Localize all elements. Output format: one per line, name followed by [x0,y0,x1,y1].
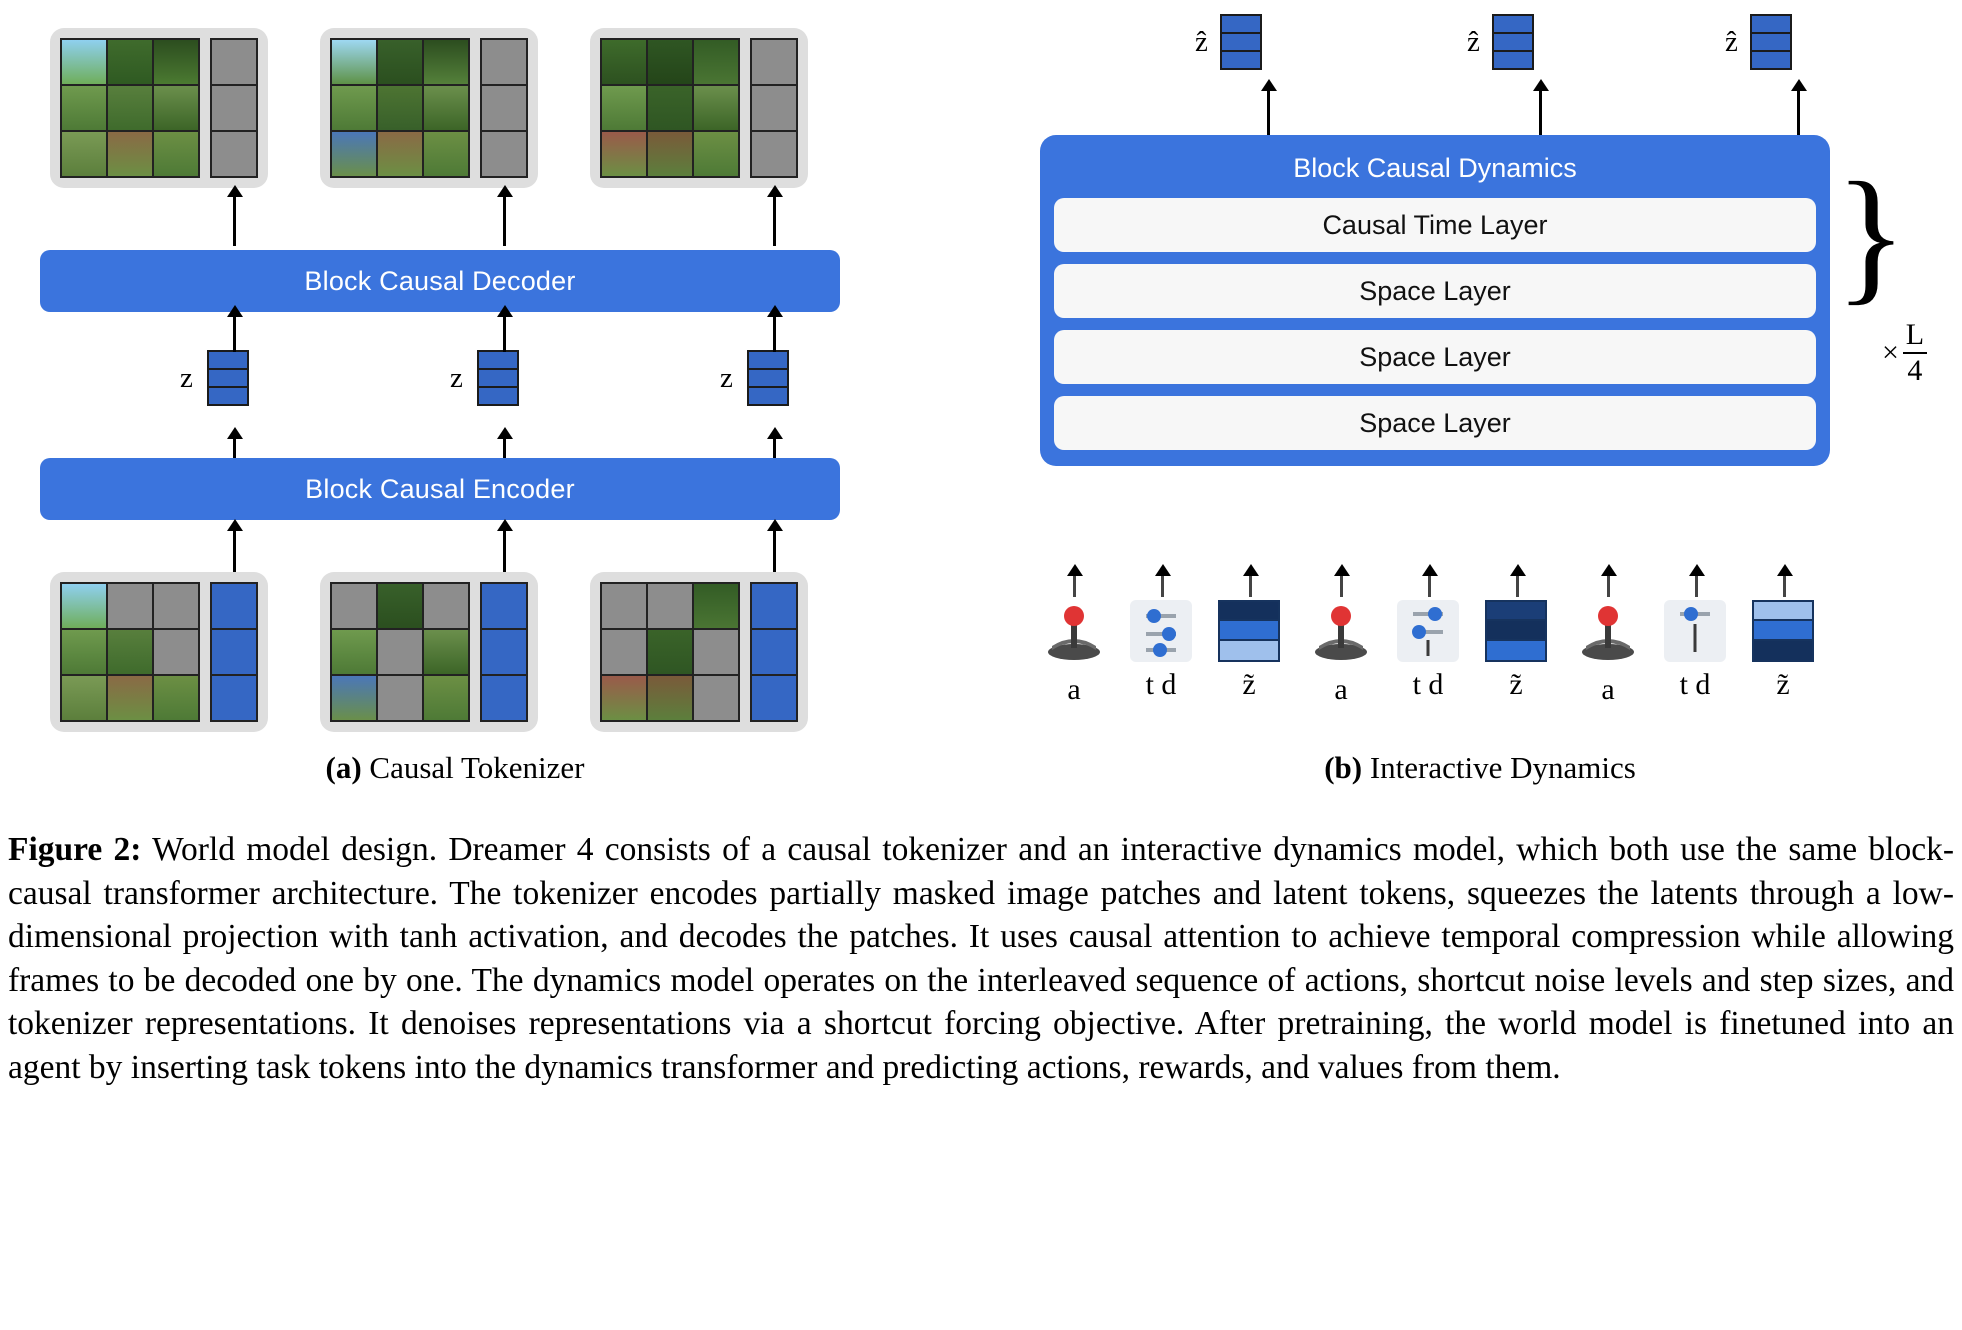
latent-label-1: z [180,361,193,394]
repeat-symbol: × [1882,336,1899,369]
token [752,584,796,628]
latent-group-1 [180,350,249,406]
token-label: t d [1679,668,1711,701]
figure-caption-label: Figure 2: [8,831,142,868]
patch [602,86,646,130]
layer-space-2 [1054,330,1816,384]
dynamics-title: Block Causal Dynamics [1293,153,1577,183]
patch-masked [602,630,646,674]
patch [332,630,376,674]
arrow-latent-1-to-decoder [233,316,236,352]
block-causal-dynamics [1040,135,1830,466]
output-token-column-2 [480,38,528,178]
output-token-column-1 [210,38,258,178]
latent-label-3: z [720,361,733,394]
patch [424,40,468,84]
patch [378,132,422,176]
repeat-count [1882,320,1927,386]
token [752,86,796,130]
token [212,132,256,176]
patch-masked [154,630,198,674]
panel-causal-tokenizer [30,10,880,785]
token [212,676,256,720]
patch [154,676,198,720]
latent-token-icon [1752,600,1814,662]
arrow-decoder-to-frame-2 [503,196,506,246]
arrow-latent-2-to-decoder [503,316,506,352]
token [752,40,796,84]
patch [424,630,468,674]
output-patch-grid-2 [330,38,470,178]
patch-masked [694,630,738,674]
stem [1516,575,1519,597]
input-patch-grid-2 [330,582,470,722]
patch [424,132,468,176]
token-label: a [1601,673,1615,706]
token [212,630,256,674]
repeat-brace: } [1835,152,1907,318]
input-frame-card-1 [50,572,268,732]
panel-a-caption [30,750,880,786]
token-latent-2 [1485,600,1547,702]
layer-causal-time [1054,198,1816,252]
patch-masked [378,630,422,674]
patch [332,40,376,84]
token-action-1 [1042,600,1106,707]
patch [648,132,692,176]
output-frame-card-1 [50,28,268,188]
patch [62,584,106,628]
token-noise-3 [1664,600,1726,702]
token-latent-3 [1752,600,1814,702]
token [482,584,526,628]
patch [602,132,646,176]
joystick-icon [1309,600,1373,662]
zhat-group-2 [1467,14,1534,70]
output-token-column-3 [750,38,798,178]
token-label: z̃ [1509,668,1523,701]
token [212,86,256,130]
patch-masked [648,584,692,628]
patch [154,86,198,130]
patch [62,132,106,176]
repeat-numerator: L [1905,318,1925,351]
layer-label: Space Layer [1359,275,1511,306]
input-token-column-1 [210,582,258,722]
patch-masked [154,584,198,628]
block-causal-decoder-bar [40,250,840,312]
token [482,40,526,84]
zhat-label-1: ẑ [1195,25,1208,58]
patch [108,676,152,720]
repeat-fraction [1903,320,1927,386]
token-label: z̃ [1242,668,1256,701]
slider-icon [1664,600,1726,662]
latent-token-icon [1485,600,1547,662]
stem [1428,575,1431,597]
patch-masked [424,584,468,628]
patch [648,40,692,84]
patch [424,676,468,720]
zhat-group-1 [1195,14,1262,70]
patch [694,40,738,84]
patch [332,676,376,720]
patch [694,132,738,176]
panel-interactive-dynamics [1020,0,1940,790]
output-patch-grid-3 [600,38,740,178]
layer-space-3 [1054,396,1816,450]
input-token-column-2 [480,582,528,722]
input-patch-grid-3 [600,582,740,722]
patch [602,676,646,720]
patch [62,86,106,130]
decoder-label: Block Causal Decoder [304,265,576,296]
output-frame-card-2 [320,28,538,188]
token [482,676,526,720]
token-noise-2 [1397,600,1459,702]
zhat-token-1 [1220,14,1262,70]
patch [378,40,422,84]
stem [1161,575,1164,597]
zhat-label-2: ẑ [1467,25,1480,58]
token-noise-1 [1130,600,1192,702]
zhat-token-2 [1492,14,1534,70]
patch [62,40,106,84]
figure-caption-text: World model design. Dreamer 4 consists of a causal tokenizer and an interactive dynamics model, which both use the same block-causal transformer architecture. The tokenizer encodes partially masked image patches and latent tokens, squeezes the latents through a low-dimensional projection with tanh activation, and decodes the patches. It uses causal attention to achieve temporal compression while allowing frames to be decoded one by one. The dynamics model operates on the interleaved sequence of actions, shortcut noise levels and step sizes, and tokenizer representations. It denoises representations via a shortcut forcing objective. After pretraining, the world model is finetuned into an agent by inserting task tokens into the dynamics transformer and predicting actions, rewards, and values from them. [8,831,1954,1086]
patch [154,40,198,84]
patch [602,40,646,84]
patch [62,630,106,674]
stem [1783,575,1786,597]
patch-masked [602,584,646,628]
arrow-dynamics-to-zhat-3 [1797,90,1800,138]
token-label: t d [1412,668,1444,701]
layer-label: Space Layer [1359,407,1511,438]
latent-token-3 [747,350,789,406]
stem [1073,575,1076,597]
token-label: z̃ [1776,668,1790,701]
token [482,630,526,674]
token-action-2 [1309,600,1373,707]
stem [1249,575,1252,597]
token-action-3 [1576,600,1640,707]
patch [108,40,152,84]
latent-token-icon [1218,600,1280,662]
arrow-dynamics-to-zhat-1 [1267,90,1270,138]
token-label: a [1334,673,1348,706]
input-frame-card-2 [320,572,538,732]
patch [694,86,738,130]
latent-label-2: z [450,361,463,394]
arrow-decoder-to-frame-1 [233,196,236,246]
output-patch-grid-1 [60,38,200,178]
patch-masked [108,584,152,628]
patch-masked [694,676,738,720]
joystick-icon [1576,600,1640,662]
token [212,40,256,84]
patch [424,86,468,130]
patch [648,630,692,674]
input-token-column-3 [750,582,798,722]
token [212,584,256,628]
patch [332,86,376,130]
patch [332,132,376,176]
patch-masked [332,584,376,628]
latent-group-2 [450,350,519,406]
input-token-sequence [1040,595,1830,745]
output-frame-card-3 [590,28,808,188]
patch [108,630,152,674]
patch [378,584,422,628]
repeat-denominator: 4 [1907,354,1923,387]
token [482,86,526,130]
slider-icon [1397,600,1459,662]
patch [378,86,422,130]
panel-b-caption-text: Interactive Dynamics [1369,750,1636,785]
stem [1340,575,1343,597]
patch [108,132,152,176]
patch-masked [378,676,422,720]
layer-label: Space Layer [1359,341,1511,372]
block-causal-encoder-bar [40,458,840,520]
panel-a-caption-text: Causal Tokenizer [369,750,585,785]
token-label: t d [1145,668,1177,701]
encoder-label: Block Causal Encoder [305,473,575,504]
zhat-token-3 [1750,14,1792,70]
patch [694,584,738,628]
latent-group-3 [720,350,789,406]
joystick-icon [1042,600,1106,662]
stem [1695,575,1698,597]
slider-icon [1130,600,1192,662]
patch [648,86,692,130]
latent-token-1 [207,350,249,406]
panel-b-caption [1020,750,1940,786]
zhat-label-3: ẑ [1725,25,1738,58]
stem [1607,575,1610,597]
patch [62,676,106,720]
patch [108,86,152,130]
arrow-dynamics-to-zhat-2 [1539,90,1542,138]
patch [648,676,692,720]
input-patch-grid-1 [60,582,200,722]
panel-b-caption-label: (b) [1324,750,1363,785]
layer-label: Causal Time Layer [1322,209,1548,240]
arrow-decoder-to-frame-3 [773,196,776,246]
token [752,630,796,674]
token-latent-1 [1218,600,1280,702]
input-frame-card-3 [590,572,808,732]
token [752,132,796,176]
figure-caption [8,828,1954,1089]
panel-a-caption-label: (a) [325,750,362,785]
layer-space-1 [1054,264,1816,318]
patch [154,132,198,176]
latent-token-2 [477,350,519,406]
arrow-latent-3-to-decoder [773,316,776,352]
token [482,132,526,176]
zhat-group-3 [1725,14,1792,70]
token-label: a [1067,673,1081,706]
token [752,676,796,720]
